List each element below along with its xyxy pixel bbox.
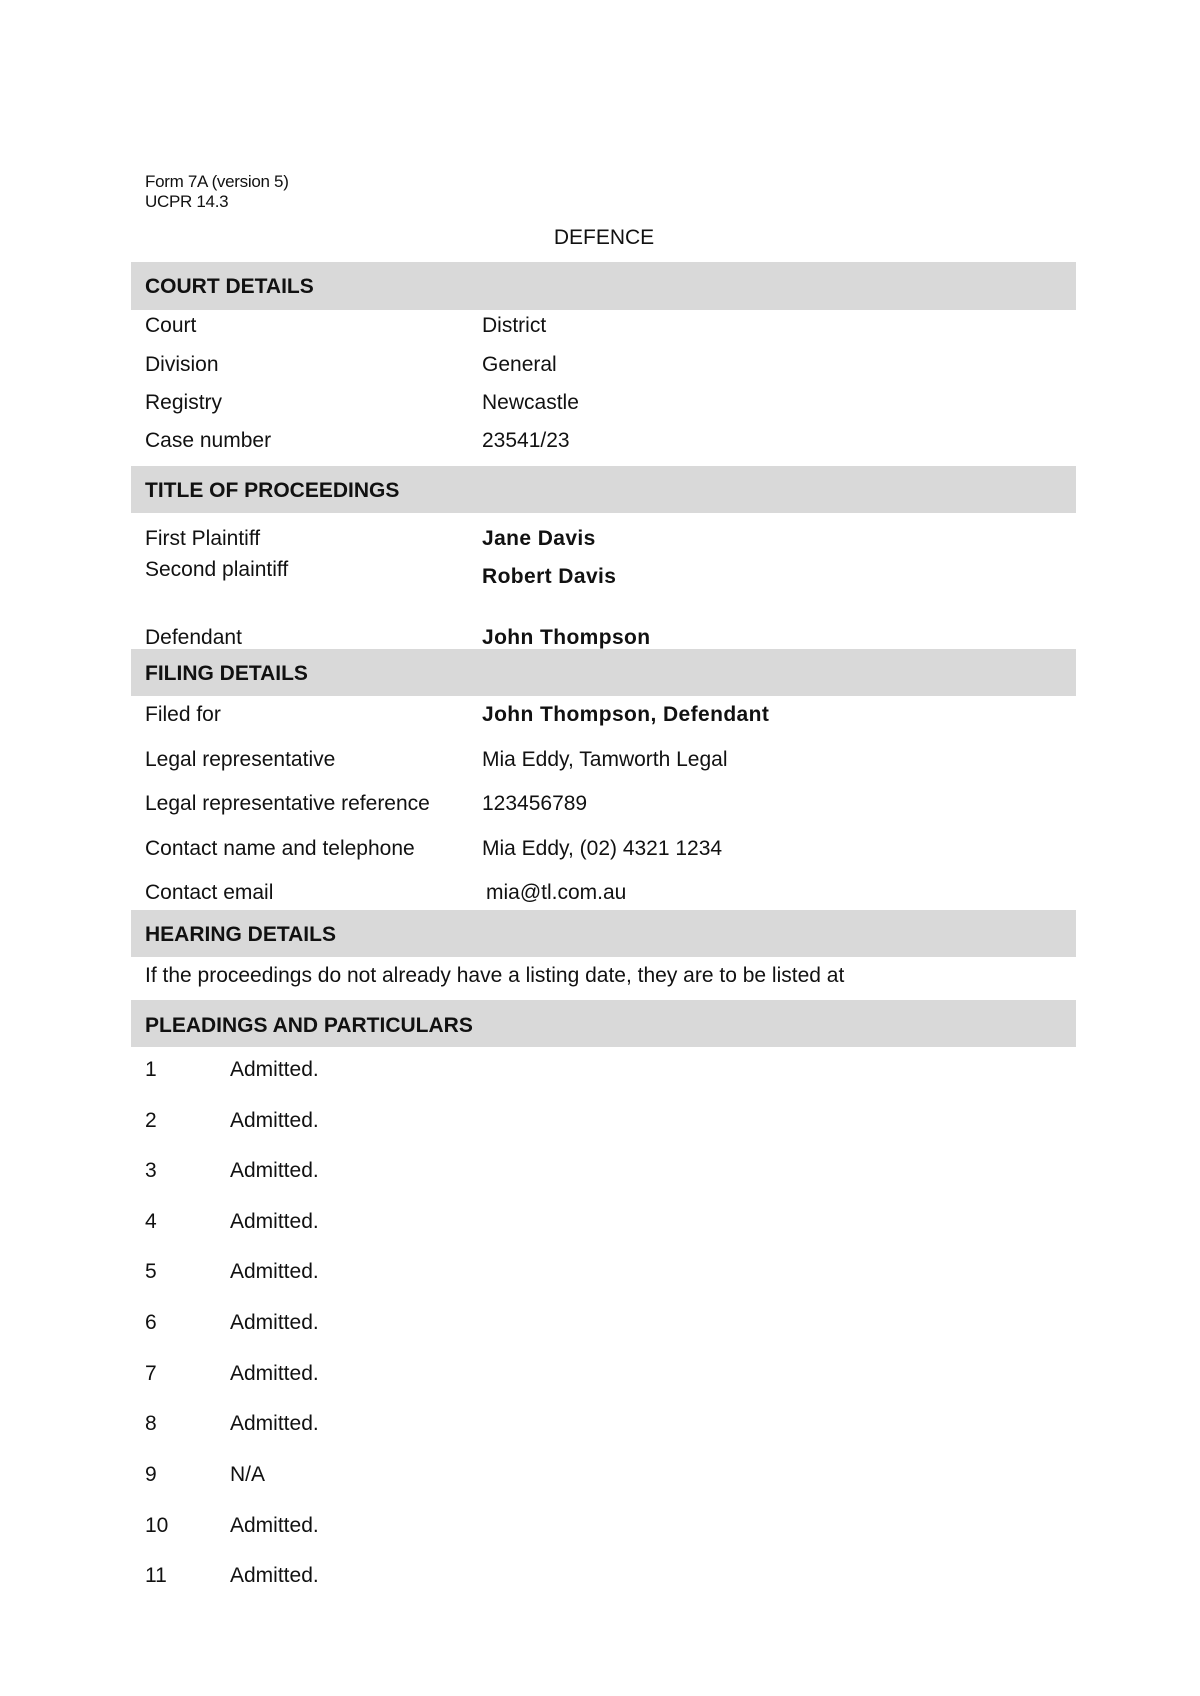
section-pleadings <box>131 1000 1076 1047</box>
registry-value: Newcastle <box>482 391 579 414</box>
paragraph-number: 9 <box>145 1463 157 1486</box>
case-number-value: 23541/23 <box>482 429 570 452</box>
case-number-label: Case number <box>145 429 272 452</box>
legal-reference-value: 123456789 <box>482 792 588 815</box>
paragraph-text: Admitted. <box>230 1564 319 1587</box>
contact-email-label: Contact email <box>145 881 274 904</box>
section-heading: COURT DETAILS <box>145 275 314 298</box>
filed-for-value: John Thompson, Defendant <box>482 703 770 726</box>
legal-representative-value: Mia Eddy, Tamworth Legal <box>482 748 728 771</box>
paragraph-number: 6 <box>145 1311 157 1334</box>
paragraph-number: 8 <box>145 1412 157 1435</box>
defendant-value: John Thompson <box>482 626 651 649</box>
contact-email-value: mia@tl.com.au <box>486 881 627 904</box>
paragraph-text: N/A <box>230 1463 266 1486</box>
defendant-label: Defendant <box>145 626 242 649</box>
paragraph-text: Admitted. <box>230 1210 319 1233</box>
paragraph-number: 11 <box>145 1564 167 1587</box>
paragraph-text: Admitted. <box>230 1362 319 1385</box>
division-label: Division <box>145 353 219 376</box>
section-title-of-proceedings <box>131 466 1076 513</box>
division-value: General <box>482 353 557 376</box>
section-court-details <box>131 262 1076 310</box>
legal-reference-label: Legal representative reference <box>145 792 430 815</box>
paragraph-number: 10 <box>145 1514 169 1537</box>
first-plaintiff-value: Jane Davis <box>482 527 596 550</box>
court-value: District <box>482 314 547 337</box>
document-title: DEFENCE <box>553 226 655 249</box>
section-heading: HEARING DETAILS <box>145 923 336 946</box>
paragraph-text: Admitted. <box>230 1311 319 1334</box>
section-heading: PLEADINGS AND PARTICULARS <box>145 1014 473 1037</box>
first-plaintiff-label: First Plaintiff <box>145 527 261 550</box>
paragraph-text: Admitted. <box>230 1514 319 1537</box>
section-hearing-details <box>131 910 1076 957</box>
legal-representative-label: Legal representative <box>145 748 336 771</box>
paragraph-number: 2 <box>145 1109 157 1132</box>
hearing-text: If the proceedings do not already have a listing date, they are to be listed at <box>145 964 845 987</box>
section-filing-details <box>131 649 1076 696</box>
court-label: Court <box>145 314 197 337</box>
paragraph-text: Admitted. <box>230 1159 319 1182</box>
paragraph-text: Admitted. <box>230 1058 319 1081</box>
form-version: Form 7A (version 5) <box>145 172 289 191</box>
form-reference <box>145 172 289 212</box>
second-plaintiff-value: Robert Davis <box>482 565 617 588</box>
contact-name-label: Contact name and telephone <box>145 837 415 860</box>
paragraph-number: 4 <box>145 1210 157 1233</box>
paragraph-number: 7 <box>145 1362 157 1385</box>
filed-for-label: Filed for <box>145 703 221 726</box>
paragraph-number: 1 <box>145 1058 157 1081</box>
paragraph-text: Admitted. <box>230 1260 319 1283</box>
second-plaintiff-label: Second plaintiff <box>145 558 289 581</box>
paragraph-text: Admitted. <box>230 1109 319 1132</box>
paragraph-number: 5 <box>145 1260 157 1283</box>
section-heading: TITLE OF PROCEEDINGS <box>145 479 400 502</box>
paragraph-text: Admitted. <box>230 1412 319 1435</box>
paragraph-number: 3 <box>145 1159 157 1182</box>
contact-name-value: Mia Eddy, (02) 4321 1234 <box>482 837 723 860</box>
section-heading: FILING DETAILS <box>145 662 308 685</box>
registry-label: Registry <box>145 391 223 414</box>
rule-reference: UCPR 14.3 <box>145 192 229 211</box>
